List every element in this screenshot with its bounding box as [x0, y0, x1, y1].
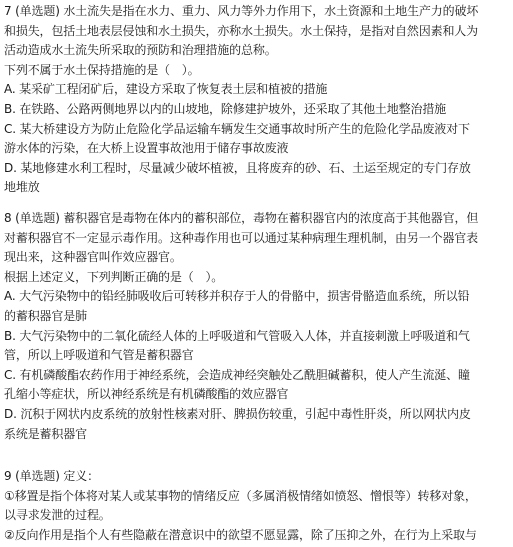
question-7-option-a: A. 某采矿工程闭矿后，建设方采取了恢复表土层和植被的措施 — [4, 82, 328, 97]
question-7-option-c-cont: 游水体的污染，在大桥上设置事故池用于储存事故废液 — [4, 141, 289, 156]
question-7-line: 活动造成水土流失所采取的预防和治理措施的总称。 — [4, 43, 277, 58]
question-7-option-d-cont: 地堆放 — [4, 180, 40, 195]
question-9-line: 9 (单选题) 定义： — [4, 469, 99, 483]
question-9-definition-2: ②反向作用是指个人有些隐蔽在潜意识中的欲望不愿显露，除了压抑之外，在行为上采取与 — [4, 527, 477, 542]
question-8-line: 现出来，这种器官叫作效应器官。 — [4, 250, 182, 265]
question-8 — [4, 209, 478, 444]
question-7-option-d: D. 某地修建水利工程时，尽量减少破坏植被，且将废弃的砂、石、土运至规定的专门存放 — [4, 160, 471, 175]
question-9-definition-1-cont: 以寻求发泄的过程。 — [4, 508, 111, 523]
question-8-option-d: D. 沉积于网状内皮系统的放射性核素对肝、脾损伤较重，引起中毒性肝炎，所以网状内皮 — [4, 406, 471, 421]
question-7-line: 7 (单选题) 水土流失是指在水力、重力、风力等外力作用下，水土资源和土地生产力的破坏 — [4, 4, 479, 18]
question-8-option-b-cont: 管，所以上呼吸道和气管是蓄积器官 — [4, 348, 194, 363]
question-8-option-a: A. 大气污染物中的铅经肺吸收后可转移并积存于人的骨骼中，损害骨骼造血系统，所以铅 — [4, 289, 470, 304]
question-8-option-c-cont: 孔缩小等症状，所以神经系统是有机磷酸酯的效应器官 — [4, 387, 289, 402]
question-7-option-c: C. 某大桥建设方为防止危险化学品运输车辆发生交通事故时所产生的危险化学品废液对下 — [4, 121, 470, 136]
question-8-option-a-cont: 的蓄积器官是肺 — [4, 308, 87, 323]
question-7 — [4, 2, 478, 198]
question-8-option-d-cont: 系统是蓄积器官 — [4, 426, 87, 441]
question-9 — [4, 467, 477, 545]
question-8-line: 8 (单选题) 蓄积器官是毒物在体内的蓄积部位，毒物在蓄积器官内的浓度高于其他器官，但 — [4, 211, 479, 225]
question-8-line: 对蓄积器官不一定显示毒作用。这种毒作用也可以通过某种病理生理机制，由另一个器官表 — [4, 230, 479, 245]
question-8-prompt: 根据上述定义，下列判断正确的是（ ）。 — [4, 269, 224, 284]
question-7-option-b: B. 在铁路、公路两侧地界以内的山坡地，除修建护坡外，还采取了其他土地整治措施 — [4, 101, 447, 116]
question-7-prompt: 下列不属于水土保持措施的是（ ）。 — [4, 62, 200, 77]
question-7-line: 和损失，包括土地表层侵蚀和水土损失，亦称水土损失。水土保持，是指对自然因素和人为 — [4, 23, 479, 38]
question-9-definition-1: ①移置是指个体将对某人或某事物的情绪反应（多属消极情绪如愤怒、憎恨等）转移对象， — [4, 488, 477, 503]
question-8-option-c: C. 有机磷酸酯农药作用于神经系统，会造成神经突触处乙酰胆碱蓄积，使人产生流涎、瞳 — [4, 367, 470, 382]
question-8-option-b: B. 大气污染物中的二氧化硫经人体的上呼吸道和气管吸入人体，并直接刺激上呼吸道和气 — [4, 328, 470, 343]
